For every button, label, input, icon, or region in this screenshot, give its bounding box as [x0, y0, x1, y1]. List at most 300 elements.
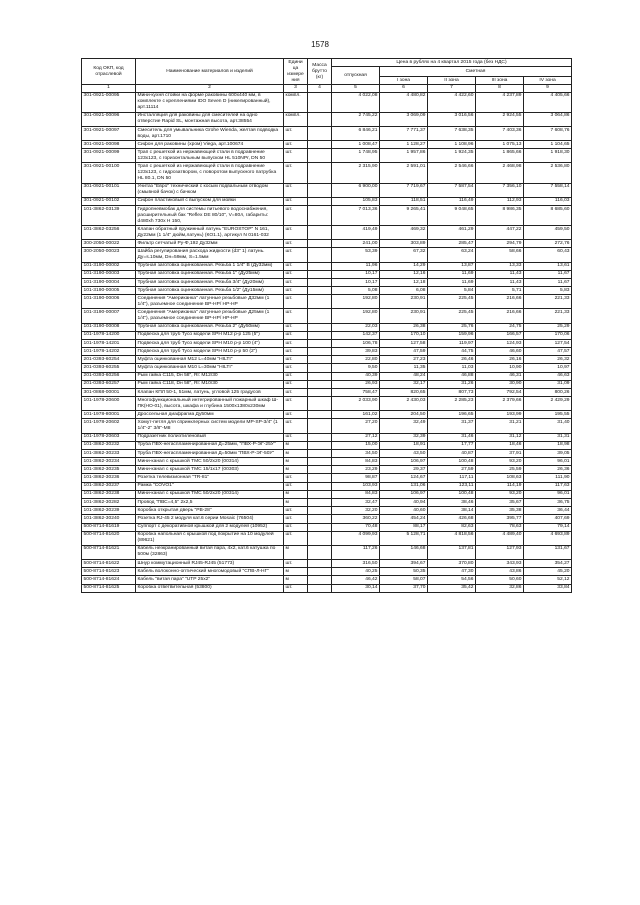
- row-code: 101-3190-00004: [82, 278, 136, 286]
- row-price-zone-1: 106,97: [380, 458, 428, 466]
- row-price-zone-4: 46,63: [524, 372, 572, 380]
- table-row: [82, 331, 572, 339]
- row-unit: шт.: [284, 559, 308, 567]
- row-mass: [308, 149, 332, 163]
- row-code: 101-3190-00006: [82, 295, 136, 309]
- row-mass: [308, 531, 332, 545]
- row-unit: шт.: [284, 348, 308, 356]
- row-code: 101-3862-30232: [82, 441, 136, 449]
- table-row: [82, 339, 572, 347]
- table-row: [82, 149, 572, 163]
- row-name: Хомут-петля для спринклерных систем модели МР-SP-3/4" (1 1/4"-2" 3/8"-М8: [136, 419, 284, 433]
- table-row: [82, 482, 572, 490]
- table-row: [82, 380, 572, 388]
- row-unit: шт.: [284, 163, 308, 183]
- row-code: 101-3862-03139: [82, 205, 136, 225]
- row-price-otpusknaya: 22,03: [332, 323, 380, 331]
- row-mass: [308, 397, 332, 411]
- row-price-zone-1: 26,38: [380, 323, 428, 331]
- row-price-zone-4: 111,90: [524, 474, 572, 482]
- row-price-zone-3: 35,67: [476, 498, 524, 506]
- row-unit: шт.: [284, 339, 308, 347]
- row-mass: [308, 372, 332, 380]
- row-mass: [308, 411, 332, 419]
- row-price-zone-3: 216,66: [476, 309, 524, 323]
- row-name: Подвеска для труб Tyco модели SPH М10 р-р 100 (4"): [136, 339, 284, 347]
- row-price-otpusknaya: 2 033,90: [332, 397, 380, 411]
- row-price-zone-4: 1 918,30: [524, 149, 572, 163]
- row-price-zone-1: 67,32: [380, 248, 428, 262]
- row-mass: [308, 498, 332, 506]
- table-row: [82, 523, 572, 531]
- row-code: 101-3862-30236: [82, 474, 136, 482]
- row-price-zone-4: 459,50: [524, 226, 572, 240]
- row-mass: [308, 490, 332, 498]
- row-price-zone-1: 12,16: [380, 270, 428, 278]
- row-mass: [308, 278, 332, 286]
- row-code: 101-1978-20602: [82, 419, 136, 433]
- row-price-otpusknaya: 10,17: [332, 278, 380, 286]
- row-price-zone-3: 2 468,98: [476, 163, 524, 183]
- table-row: [82, 441, 572, 449]
- table-row: [82, 205, 572, 225]
- row-price-zone-4: 96,01: [524, 490, 572, 498]
- row-price-zone-4: 8 685,60: [524, 205, 572, 225]
- row-price-zone-1: 1 957,86: [380, 149, 428, 163]
- row-name: Суппорт с декоративной крышкой для 2 модулей (10952): [136, 523, 284, 531]
- row-unit: м: [284, 449, 308, 457]
- row-name: Инсталляция для раковины для смесителей на одно отверстие Rapid SL, монтажная высота, арт.38554: [136, 112, 284, 126]
- row-price-zone-2: 44,75: [428, 348, 476, 356]
- header-code: Код ОКП, код отраслевой: [82, 59, 136, 85]
- row-price-zone-1: 58,07: [380, 576, 428, 584]
- row-price-zone-4: 7 558,14: [524, 183, 572, 197]
- row-code: 101-3190-00007: [82, 309, 136, 323]
- row-price-zone-2: 137,81: [428, 545, 476, 559]
- header-zone-3: III зона: [476, 76, 524, 84]
- row-price-zone-3: 4 237,89: [476, 92, 524, 112]
- column-index: 4: [308, 85, 332, 93]
- row-name: Трубная заготовка оцинкованная. Резьба 3/4" (Ду20мм): [136, 278, 284, 286]
- row-price-zone-4: 5,83: [524, 287, 572, 295]
- row-name: Трап с решеткой из нержавеющей стали в подравнение 123х123, с горизонтальным выпуском HL 510NPr, DN 50: [136, 149, 284, 163]
- table-row: [82, 498, 572, 506]
- row-name: Соединения "Американка" латунные резьбовые Д25мм (1 1/4"), разъемное соединение ВР-НР/ НР-НР: [136, 309, 284, 323]
- row-name: Фильтр сетчатый Ру-Ф,192 Ду32мм: [136, 240, 284, 248]
- row-name: Рым гайка С115, Dн 58", Rl: М12/30: [136, 372, 284, 380]
- row-name: Кабель "витая пара" "UTP 25x2": [136, 576, 284, 584]
- row-price-zone-1: 40,94: [380, 498, 428, 506]
- row-price-zone-3: 46,31: [476, 372, 524, 380]
- row-price-otpusknaya: 758,47: [332, 388, 380, 396]
- row-price-otpusknaya: 105,83: [332, 197, 380, 205]
- row-unit: м: [284, 458, 308, 466]
- row-name: Трубная заготовка оцинкованная. Резьба 1/2" (Ду15мм): [136, 287, 284, 295]
- row-name: Клапан КПЛ 50-1, 51мм, латунь, угловой 125 градусов: [136, 388, 284, 396]
- header-otpusknaya: отпускная: [332, 67, 380, 85]
- row-price-zone-4: 26,32: [524, 356, 572, 364]
- row-price-zone-2: 5,84: [428, 287, 476, 295]
- row-price-zone-1: 204,50: [380, 411, 428, 419]
- row-code: 101-3862-30238: [82, 490, 136, 498]
- row-code: 101-3862-30234: [82, 458, 136, 466]
- row-name: Шайба регулирования расхода жидкости (d3" 1) латунь. Ду=s.10мм, Dн=59мм, S=1.5мм: [136, 248, 284, 262]
- row-mass: [308, 141, 332, 149]
- row-price-otpusknaya: 4 022,08: [332, 92, 380, 112]
- row-unit: компл.: [284, 112, 308, 126]
- row-code: 101-1978-20603: [82, 433, 136, 441]
- row-price-zone-4: 45,20: [524, 568, 572, 576]
- row-code: 101-1978-14200: [82, 331, 136, 339]
- row-code: 101-3190-00008: [82, 323, 136, 331]
- column-index: 6: [380, 85, 428, 93]
- row-code: 500-8714-81623: [82, 568, 136, 576]
- row-price-zone-1: 9 265,41: [380, 205, 428, 225]
- row-price-zone-1: 29,37: [380, 466, 428, 474]
- row-unit: шт.: [284, 372, 308, 380]
- row-unit: шт.: [284, 262, 308, 270]
- header-unit: Едини ца измере ния: [284, 59, 308, 85]
- row-price-zone-3: 32,86: [476, 584, 524, 592]
- row-name: Унитаз "Евро" технический с косым подвальным отводом (смывной бачок) с бачком: [136, 183, 284, 197]
- row-price-zone-2: 3 016,56: [428, 112, 476, 126]
- row-name: Мини-канал с крышкой ТМС 15/1х17 (00303): [136, 466, 284, 474]
- row-mass: [308, 458, 332, 466]
- row-price-zone-1: 106,97: [380, 490, 428, 498]
- row-unit: м: [284, 490, 308, 498]
- row-mass: [308, 584, 332, 592]
- row-price-zone-3: 2 924,55: [476, 112, 524, 126]
- table-row: [82, 323, 572, 331]
- table-row: [82, 411, 572, 419]
- row-price-zone-1: 303,89: [380, 240, 428, 248]
- row-price-otpusknaya: 34,50: [332, 449, 380, 457]
- row-price-zone-3: 343,93: [476, 559, 524, 567]
- row-price-zone-3: 37,91: [476, 449, 524, 457]
- row-mass: [308, 474, 332, 482]
- row-mass: [308, 576, 332, 584]
- row-code: 301-0868-00001: [82, 388, 136, 396]
- row-price-zone-1: 18,91: [380, 441, 428, 449]
- row-mass: [308, 482, 332, 490]
- table-row: [82, 372, 572, 380]
- row-price-zone-3: 166,57: [476, 331, 524, 339]
- row-price-zone-2: 100,48: [428, 490, 476, 498]
- row-price-zone-2: 807,73: [428, 388, 476, 396]
- row-price-otpusknaya: 6 846,21: [332, 127, 380, 141]
- row-price-zone-3: 35,38: [476, 507, 524, 515]
- row-price-zone-2: 4 422,60: [428, 92, 476, 112]
- row-price-zone-3: 78,63: [476, 523, 524, 531]
- row-price-zone-3: 4 489,40: [476, 531, 524, 545]
- row-price-zone-1: 43,50: [380, 449, 428, 457]
- row-price-zone-3: 127,93: [476, 545, 524, 559]
- row-unit: шт.: [284, 523, 308, 531]
- row-name: Сифон для раковины (хром) Viega, арт.100674: [136, 141, 284, 149]
- row-code: 101-3862-30235: [82, 466, 136, 474]
- row-price-zone-3: 7 403,36: [476, 127, 524, 141]
- row-price-zone-1: 40,60: [380, 507, 428, 515]
- row-price-otpusknaya: 103,93: [332, 482, 380, 490]
- row-price-otpusknaya: 192,80: [332, 309, 380, 323]
- row-mass: [308, 331, 332, 339]
- row-code: 300-2050-00023: [82, 248, 136, 262]
- row-unit: шт.: [284, 507, 308, 515]
- row-code: 301-0921-00102: [82, 197, 136, 205]
- row-unit: шт.: [284, 482, 308, 490]
- row-price-otpusknaya: 2 745,22: [332, 112, 380, 126]
- row-price-otpusknaya: 53,39: [332, 248, 380, 262]
- header-price-title: Цена в рублях на 4 квартал 2015 года (без НДС): [332, 59, 572, 67]
- row-name: Кабель неэкранированный витая пара, 4х2, кат.6 катушка по 500м (32863): [136, 545, 284, 559]
- row-price-zone-2: 38,46: [428, 498, 476, 506]
- row-price-zone-2: 225,45: [428, 295, 476, 309]
- row-price-otpusknaya: 117,26: [332, 545, 380, 559]
- row-code: 101-1978-14201: [82, 339, 136, 347]
- table-row: [82, 278, 572, 286]
- row-unit: шт.: [284, 397, 308, 411]
- row-code: 201-0393-60256: [82, 372, 136, 380]
- row-code: 500-8714-81622: [82, 559, 136, 567]
- row-price-zone-4: 10,97: [524, 364, 572, 372]
- row-price-zone-4: 96,01: [524, 458, 572, 466]
- row-price-zone-1: 32,49: [380, 419, 428, 433]
- row-code: 201-0393-60257: [82, 380, 136, 388]
- row-price-zone-3: 216,66: [476, 295, 524, 309]
- row-price-zone-3: 193,99: [476, 411, 524, 419]
- row-price-zone-1: 32,39: [380, 433, 428, 441]
- table-row: [82, 531, 572, 545]
- column-index-row: [82, 85, 572, 93]
- row-unit: шт.: [284, 515, 308, 523]
- row-price-zone-2: 119,97: [428, 339, 476, 347]
- row-price-zone-2: 2 285,23: [428, 397, 476, 411]
- row-price-otpusknaya: 23,29: [332, 466, 380, 474]
- table-row: [82, 141, 572, 149]
- table-row: [82, 419, 572, 433]
- table-row: [82, 356, 572, 364]
- row-code: 500-8714-81625: [82, 584, 136, 592]
- row-code: 500-8714-81624: [82, 576, 136, 584]
- table-row: [82, 262, 572, 270]
- row-unit: м: [284, 568, 308, 576]
- row-unit: шт.: [284, 295, 308, 309]
- row-mass: [308, 545, 332, 559]
- row-price-zone-4: 18,98: [524, 441, 572, 449]
- row-price-zone-1: 27,23: [380, 356, 428, 364]
- row-price-otpusknaya: 39,83: [332, 348, 380, 356]
- row-price-otpusknaya: 161,02: [332, 411, 380, 419]
- row-unit: шт.: [284, 411, 308, 419]
- row-name: Муфта оцинкованная М10 L=30мм "HILTI": [136, 364, 284, 372]
- table-row: [82, 568, 572, 576]
- row-price-otpusknaya: 9,50: [332, 364, 380, 372]
- row-mass: [308, 523, 332, 531]
- header-name: Наименование материалов и изделий: [136, 59, 284, 85]
- row-mass: [308, 92, 332, 112]
- row-mass: [308, 309, 332, 323]
- row-price-zone-1: 454,24: [380, 515, 428, 523]
- row-price-zone-2: 4 818,56: [428, 531, 476, 545]
- row-price-zone-4: 4 405,66: [524, 92, 572, 112]
- row-price-zone-1: 5 128,71: [380, 531, 428, 545]
- page-number: 1578: [311, 40, 329, 49]
- row-name: Подвеска для труб Tyco модели SPH М10 р-р 50 (2"): [136, 348, 284, 356]
- row-price-zone-2: 31,46: [428, 433, 476, 441]
- row-code: 301-0921-00099: [82, 149, 136, 163]
- row-price-zone-3: 1 075,13: [476, 141, 524, 149]
- row-code: 101-3190-00002: [82, 262, 136, 270]
- row-price-zone-2: 31,26: [428, 380, 476, 388]
- table-row: [82, 559, 572, 567]
- row-price-zone-2: 285,47: [428, 240, 476, 248]
- row-price-zone-3: 18,46: [476, 441, 524, 449]
- row-price-zone-4: 3 064,86: [524, 112, 572, 126]
- row-price-zone-2: 54,56: [428, 576, 476, 584]
- row-unit: шт.: [284, 309, 308, 323]
- row-code: 101-3190-00003: [82, 270, 136, 278]
- row-code: 101-3862-30239: [82, 507, 136, 515]
- table-row: [82, 545, 572, 559]
- row-price-zone-1: 469,32: [380, 226, 428, 240]
- row-price-zone-1: 124,67: [380, 474, 428, 482]
- row-code: 300-2050-00022: [82, 240, 136, 248]
- row-price-zone-4: 127,54: [524, 339, 572, 347]
- column-index: 9: [524, 85, 572, 93]
- row-price-zone-2: 225,45: [428, 309, 476, 323]
- table-row: [82, 127, 572, 141]
- row-unit: шт.: [284, 287, 308, 295]
- row-mass: [308, 466, 332, 474]
- row-name: Труба ПВХ-негаспламенированная Д=25мм, "ПВХ-Р-ЭГ-25У": [136, 441, 284, 449]
- row-price-otpusknaya: 22,80: [332, 356, 380, 364]
- row-code: 101-3862-30237: [82, 482, 136, 490]
- row-price-zone-4: 60,43: [524, 248, 572, 262]
- row-code: 301-0921-00096: [82, 112, 136, 126]
- row-code: 301-0921-00101: [82, 183, 136, 197]
- row-price-zone-2: 25,76: [428, 323, 476, 331]
- row-mass: [308, 127, 332, 141]
- row-price-zone-3: 7 356,10: [476, 183, 524, 197]
- table-row: [82, 270, 572, 278]
- row-price-zone-4: 195,55: [524, 411, 572, 419]
- row-price-zone-1: 118,51: [380, 197, 428, 205]
- table-row: [82, 287, 572, 295]
- row-code: 500-8714-81620: [82, 531, 136, 545]
- row-unit: шт.: [284, 226, 308, 240]
- row-mass: [308, 248, 332, 262]
- row-price-otpusknaya: 26,93: [332, 380, 380, 388]
- row-price-zone-4: 2 429,29: [524, 397, 572, 411]
- row-unit: шт.: [284, 531, 308, 545]
- row-mass: [308, 183, 332, 197]
- row-name: Рамка "COVO1": [136, 482, 284, 490]
- row-price-zone-1: 11,35: [380, 364, 428, 372]
- row-unit: шт.: [284, 248, 308, 262]
- row-unit: шт.: [284, 240, 308, 248]
- row-mass: [308, 356, 332, 364]
- row-price-zone-2: 159,96: [428, 331, 476, 339]
- row-price-zone-1: 170,10: [380, 331, 428, 339]
- row-unit: м: [284, 576, 308, 584]
- row-price-zone-4: 1 104,65: [524, 141, 572, 149]
- table-row: [82, 388, 572, 396]
- table-row: [82, 466, 572, 474]
- row-name: Трап с решеткой из нержавеющей стали в подравнение 123х123, с гидрозатвором, с поворотом выпускного патрубка HL 80.1, DN 50: [136, 163, 284, 183]
- row-name: Муфта оцинкованная М12 L=40мм "HILTI": [136, 356, 284, 364]
- row-price-zone-3: 1 865,66: [476, 149, 524, 163]
- row-price-zone-3: 792,54: [476, 388, 524, 396]
- table-row: [82, 295, 572, 309]
- row-price-zone-1: 88,17: [380, 523, 428, 531]
- row-price-otpusknaya: 419,49: [332, 226, 380, 240]
- table-row: [82, 449, 572, 457]
- row-price-zone-1: 2 591,01: [380, 163, 428, 183]
- row-price-zone-3: 294,79: [476, 240, 524, 248]
- row-price-zone-4: 131,67: [524, 545, 572, 559]
- row-mass: [308, 270, 332, 278]
- row-unit: шт.: [284, 474, 308, 482]
- row-price-otpusknaya: 27,20: [332, 419, 380, 433]
- row-unit: шт.: [284, 197, 308, 205]
- table-row: [82, 197, 572, 205]
- row-price-zone-1: 14,29: [380, 262, 428, 270]
- row-price-zone-4: 272,76: [524, 240, 572, 248]
- row-mass: [308, 262, 332, 270]
- row-name: Провод "ПВС=4,5" 2х2,5: [136, 498, 284, 506]
- row-price-zone-1: 7 719,67: [380, 183, 428, 197]
- row-price-zone-4: 31,31: [524, 433, 572, 441]
- row-price-otpusknaya: 1 748,95: [332, 149, 380, 163]
- row-price-zone-4: 221,33: [524, 309, 572, 323]
- row-price-zone-3: 31,12: [476, 433, 524, 441]
- row-mass: [308, 449, 332, 457]
- price-table: [81, 58, 572, 593]
- row-price-zone-2: 196,65: [428, 411, 476, 419]
- row-unit: шт.: [284, 127, 308, 141]
- row-unit: шт.: [284, 388, 308, 396]
- row-price-zone-3: 11,43: [476, 270, 524, 278]
- row-price-zone-4: 31,09: [524, 380, 572, 388]
- column-index: 7: [428, 85, 476, 93]
- row-price-zone-1: 146,68: [380, 545, 428, 559]
- column-index: 8: [476, 85, 524, 93]
- table-row: [82, 248, 572, 262]
- row-mass: [308, 226, 332, 240]
- row-price-otpusknaya: 15,00: [332, 441, 380, 449]
- row-price-zone-1: 820,65: [380, 388, 428, 396]
- row-price-otpusknaya: 30,14: [332, 584, 380, 592]
- row-name: Розетка телевизионная "ТR-81": [136, 474, 284, 482]
- row-price-zone-1: 230,91: [380, 309, 428, 323]
- row-price-zone-3: 24,75: [476, 323, 524, 331]
- row-code: 101-3862-30282: [82, 498, 136, 506]
- row-mass: [308, 559, 332, 567]
- row-price-otpusknaya: 84,83: [332, 458, 380, 466]
- row-price-zone-4: 52,12: [524, 576, 572, 584]
- row-unit: шт.: [284, 270, 308, 278]
- row-code: 101-1978-80001: [82, 411, 136, 419]
- column-index: 3: [284, 85, 308, 93]
- row-unit: шт.: [284, 278, 308, 286]
- header-mass: Масса брутто (кг): [308, 59, 332, 85]
- table-row: [82, 163, 572, 183]
- row-code: 101-1978-14202: [82, 348, 136, 356]
- column-index: 2: [136, 85, 284, 93]
- row-price-zone-2: 117,11: [428, 474, 476, 482]
- row-price-zone-3: 13,33: [476, 262, 524, 270]
- row-mass: [308, 380, 332, 388]
